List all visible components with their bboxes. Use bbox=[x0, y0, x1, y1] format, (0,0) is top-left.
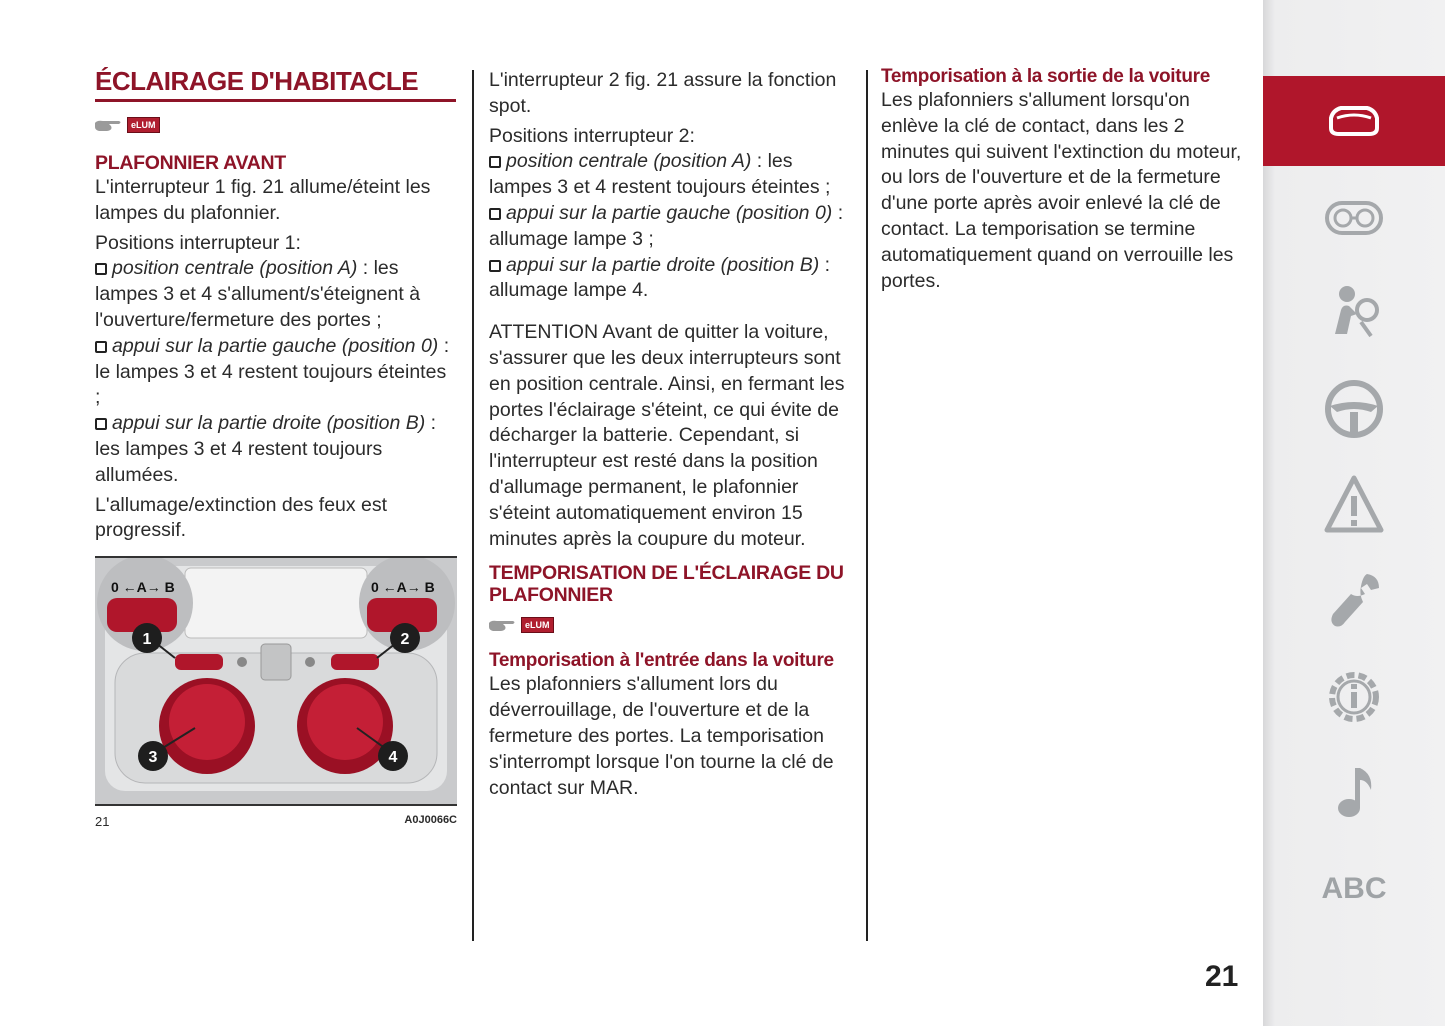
fig-number-2: 2 bbox=[400, 631, 410, 649]
elum-tag: eLUM bbox=[127, 117, 160, 133]
bullet-item: position centrale (position A) : les lampes 3 et 4 s'allument/s'éteignent à l'ouverture/fermeture des portes ; bbox=[95, 257, 421, 331]
dashboard-icon bbox=[1321, 185, 1387, 251]
sidebar-item-driving[interactable] bbox=[1263, 364, 1445, 454]
chapter-sidebar bbox=[1263, 0, 1445, 1026]
sidebar-item-emergency[interactable] bbox=[1263, 460, 1445, 550]
section-title: ÉCLAIRAGE D'HABITACLE bbox=[95, 66, 419, 96]
paragraph: Les plafonniers s'allument lors du déverrouillage, de l'ouverture et de la fermeture des portes. La temporisation s'interrompt lorsque l'on tourne la clé de contact sur MAR. bbox=[489, 673, 834, 799]
bullet-item: appui sur la partie gauche (position 0) : le lampes 3 et 4 restent toujours éteintes ; bbox=[95, 334, 450, 409]
elum-badge bbox=[95, 112, 457, 138]
checkbox-bullet-icon bbox=[95, 263, 107, 275]
entree-heading: Temporisation à l'entrée dans la voiture bbox=[489, 650, 834, 672]
fig-number-3: 3 bbox=[148, 749, 158, 767]
sidebar-item-safety[interactable] bbox=[1263, 268, 1445, 358]
paragraph: Positions interrupteur 2: bbox=[489, 124, 695, 147]
sidebar-item-index[interactable] bbox=[1263, 844, 1445, 934]
sidebar-item-technical[interactable] bbox=[1263, 652, 1445, 742]
page-number: 21 bbox=[1205, 960, 1239, 993]
bullet-item: appui sur la partie droite (position B) : allumage lampe 4. bbox=[489, 253, 831, 302]
paragraph: L'interrupteur 2 fig. 21 assure la fonction spot. bbox=[489, 69, 837, 117]
pointing-hand-icon bbox=[95, 118, 123, 132]
car-icon bbox=[1321, 88, 1387, 154]
column-2 bbox=[489, 68, 851, 801]
sidebar-item-maintenance[interactable] bbox=[1263, 556, 1445, 646]
steering-wheel-icon bbox=[1321, 376, 1387, 442]
elum-badge bbox=[489, 612, 851, 638]
figure-21-ceiling-light bbox=[95, 556, 457, 806]
bullet-item: position centrale (position A) : les lampes 3 et 4 restent toujours éteintes ; bbox=[489, 150, 831, 199]
fig-number-4: 4 bbox=[388, 749, 398, 767]
paragraph: L'allumage/extinction des feux est progressif. bbox=[95, 493, 388, 542]
warning-icon bbox=[1321, 472, 1387, 538]
abc-label: ABC bbox=[1321, 872, 1387, 905]
pointing-hand-icon bbox=[489, 618, 517, 632]
column-divider bbox=[472, 70, 474, 941]
music-icon bbox=[1321, 760, 1387, 826]
bullet-item: appui sur la partie droite (position B) : les lampes 3 et 4 restent toujours allumées. bbox=[95, 412, 437, 486]
checkbox-bullet-icon bbox=[489, 208, 501, 220]
switch-1-positions: 0 ←A→ B bbox=[111, 579, 175, 596]
checkbox-bullet-icon bbox=[489, 260, 501, 272]
checkbox-bullet-icon bbox=[95, 341, 107, 353]
airbag-icon bbox=[1321, 280, 1387, 346]
elum-tag: eLUM bbox=[521, 617, 554, 633]
title-rule bbox=[95, 99, 456, 102]
wrench-icon bbox=[1321, 568, 1387, 634]
column-divider bbox=[866, 70, 868, 941]
switch-2-positions: 0 ←A→ B bbox=[371, 579, 435, 596]
plafonnier-avant-heading: PLAFONNIER AVANT bbox=[95, 152, 286, 174]
figure-code: A0J0066C bbox=[404, 814, 457, 827]
sidebar-item-car[interactable] bbox=[1263, 76, 1445, 166]
temporisation-heading: TEMPORISATION DE L'ÉCLAIRAGE DU PLAFONNIER bbox=[489, 562, 844, 607]
checkbox-bullet-icon bbox=[489, 156, 501, 168]
paragraph: Positions interrupteur 1: bbox=[95, 231, 301, 254]
sidebar-item-multimedia[interactable] bbox=[1263, 748, 1445, 838]
paragraph: Les plafonniers s'allument lorsqu'on enlève la clé de contact, dans les 2 minutes qui suivent l'extinction du moteur, ou lors de l'ouverture et de la fermeture d'une porte après avoir enlevé la clé de contact. La temporisation se termine automatiquement quand on verrouille les portes. bbox=[881, 89, 1242, 292]
attention-paragraph: ATTENTION Avant de quitter la voiture, s'assurer que les deux interrupteurs sont en position centrale. Ainsi, en fermant les portes l'éclairage s'éteint, ce qui évite de décharger la batterie. Cependant, si l'interrupteur est resté dans la position d'allumage permanent, le plafonnier s'éteint automatiquement environ 15 minutes après la coupure du moteur. bbox=[489, 321, 845, 550]
figure-number: 21 bbox=[95, 814, 110, 830]
bullet-item: appui sur la partie gauche (position 0) : allumage lampe 3 ; bbox=[489, 201, 844, 250]
info-gear-icon bbox=[1321, 664, 1387, 730]
figure-caption bbox=[95, 814, 457, 829]
column-1 bbox=[95, 60, 457, 829]
sortie-heading: Temporisation à la sortie de la voiture bbox=[881, 66, 1210, 87]
checkbox-bullet-icon bbox=[95, 418, 107, 430]
column-3 bbox=[881, 66, 1243, 294]
sidebar-item-dashboard[interactable] bbox=[1263, 173, 1445, 263]
fig-number-1: 1 bbox=[142, 631, 152, 649]
ceiling-light-illustration bbox=[95, 558, 457, 804]
paragraph: L'interrupteur 1 fig. 21 allume/éteint les lampes du plafonnier. bbox=[95, 176, 431, 224]
